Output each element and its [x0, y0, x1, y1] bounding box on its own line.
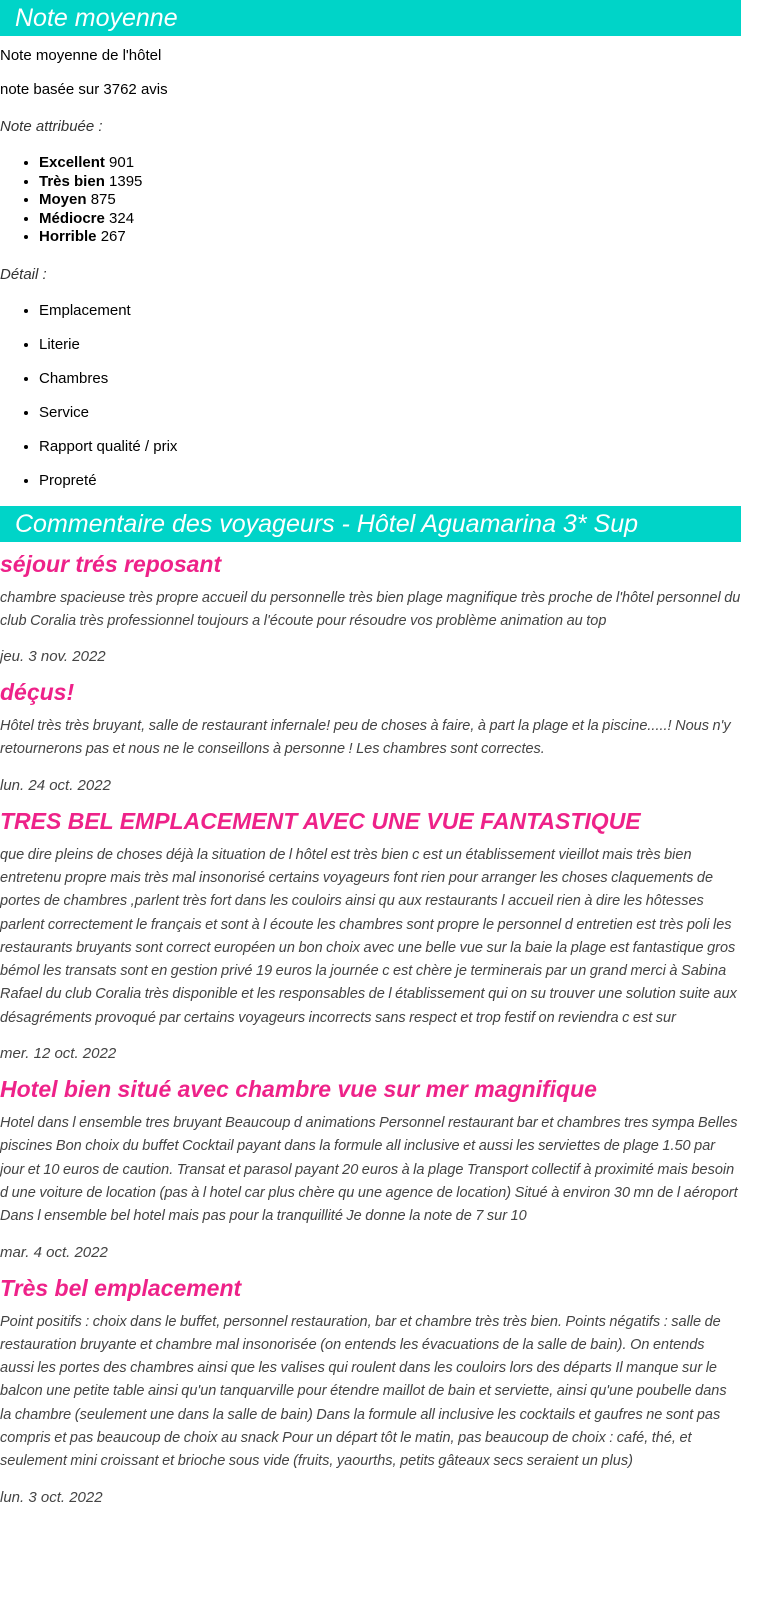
rating-level-count: 901	[109, 154, 135, 171]
rating-subtitle: Note moyenne de l'hôtel	[0, 47, 162, 64]
detail-item-literie: • Literie	[39, 336, 741, 354]
detail-item-proprete: • Propreté	[39, 472, 741, 490]
review	[0, 807, 741, 1063]
rating-level-label: Horrible	[39, 228, 97, 245]
review-body: Point positifs : choix dans le buffet, personnel restauration, bar et chambre très très bien. Points négatifs : salle de restauration bruyante et chambre mal insonorisée (on entends les évacuations de la salle de bain). On entends aussi les portes des chambres ainsi que les valises qui roulent dans les couloirs lors des départs Il manque sur le balcon une petite table ainsi qu'un tanquarville pour étendre maillot de bain et serviette, ainsi qu'une poubelle dans la chambre (seulement une dans la salle de bain) Dans la formule all inclusive les cocktails et gaufres ne sont pas compris et pas beaucoup de choix au snack Pour un départ tôt le matin, pas beaucoup de choix : café, thé, et seulement mini croissant et brioche sous vide (fruits, yaourths, petits gâteaux secs seraient un plus)	[0, 1313, 727, 1470]
review-date: lun. 24 oct. 2022	[0, 776, 111, 794]
rating-distribution-list	[0, 154, 741, 247]
rating-distribution-item	[39, 210, 741, 229]
rating-distribution-item	[39, 228, 741, 247]
rating-level-label: Moyen	[39, 191, 87, 208]
rating-level-label: Très bien	[39, 172, 105, 190]
rating-level-count: 324	[109, 209, 135, 227]
review-body: chambre spacieuse très propre accueil du personnelle très bien plage magnifique très proche de l'hôtel personnel du club Coralia très professionnel toujours a l'écoute pour résoudre vos problème animation au top	[0, 589, 741, 629]
distribution-label: Note attribuée :	[0, 118, 103, 135]
review-date: lun. 3 oct. 2022	[0, 1488, 103, 1506]
review-title: Hotel bien situé avec chambre vue sur mer magnifique	[0, 1076, 597, 1103]
review-title: séjour trés reposant	[0, 550, 222, 577]
review-body: Hôtel très très bruyant, salle de restaurant infernale! peu de choses à faire, à part la plage et la piscine.....! Nous n'y retournerons pas et nous ne le conseillons à personne ! Les chambres sont correctes.	[0, 718, 731, 758]
review	[0, 1274, 741, 1507]
rating-level-count: 875	[90, 191, 116, 208]
detail-item-chambres: • Chambres	[39, 370, 741, 388]
review	[0, 550, 741, 667]
review-body: que dire pleins de choses déjà la situation de l hôtel est très bien c est un établissement vieillot mais très bien entretenu propre mais très mal insonorisé certains voyageurs font rien pour arranger les choses claquements de portes de chambres ,parlent très fort dans les couloirs ainsi qu aux restaurants l accueil rien à dire les hôtesses parlent correctement le français et sont à l écoute les chambres sont propre le personnel d entretien est très poli les restaurants bruyants sont correct européen un bon choix avec une belle vue sur la baie la plage est fantastique gros bémol les transats sont en gestion privé 19 euros la journée c est chère je terminerais par un grand merci à Sabina Rafael du club Coralia très disponible et les responsables de l établissement qui on su trouver une solution suite aux désagréments provoqué par certains voyageurs incorrects sans respect et trop festif on reviendra c est sur	[0, 846, 737, 1026]
comments-header: Commentaire des voyageurs - Hôtel Aguamarina 3* Sup	[0, 506, 741, 542]
rating-level-count: 1395	[109, 172, 143, 190]
detail-item-rapport-qualite-prix: • Rapport qualité / prix	[39, 438, 741, 456]
review-title: déçus!	[0, 679, 75, 706]
rating-basis: note basée sur 3762 avis	[0, 81, 168, 98]
rating-level-label: Médiocre	[39, 209, 105, 227]
review-date: mer. 12 oct. 2022	[0, 1045, 117, 1063]
rating-header: Note moyenne	[0, 0, 741, 36]
rating-level-label: Excellent	[39, 154, 105, 171]
review	[0, 678, 741, 795]
rating-distribution-item	[39, 173, 741, 192]
review-date: jeu. 3 nov. 2022	[0, 648, 106, 666]
detail-item-emplacement: • Emplacement	[39, 302, 741, 320]
review-date: mar. 4 oct. 2022	[0, 1243, 108, 1261]
rating-detail-list	[0, 302, 741, 490]
rating-distribution-item	[39, 191, 741, 210]
rating-distribution-item	[39, 154, 741, 173]
rating-level-count: 267	[100, 228, 126, 245]
review-body: Hotel dans l ensemble tres bruyant Beaucoup d animations Personnel restaurant bar et chambres tres sympa Belles piscines Bon choix du buffet Cocktail payant dans la formule all inclusive et aussi les serviettes de plage 1.50 par jour et 10 euros de caution. Transat et parasol payant 20 euros à la plage Transport collectif à proximité mais besoin d une voiture de location (pas à l hotel car plus chère qu une agence de location) Situé à environ 30 mn de l aéroport Dans l ensemble bel hotel mais pas pour la tranquillité Je donne la note de 7 sur 10	[0, 1115, 738, 1225]
review-title: Très bel emplacement	[0, 1274, 242, 1301]
review	[0, 1075, 741, 1261]
detail-item-service: • Service	[39, 404, 741, 422]
review-title: TRES BEL EMPLACEMENT AVEC UNE VUE FANTASTIQUE	[0, 807, 641, 834]
detail-label: Détail :	[0, 265, 47, 283]
